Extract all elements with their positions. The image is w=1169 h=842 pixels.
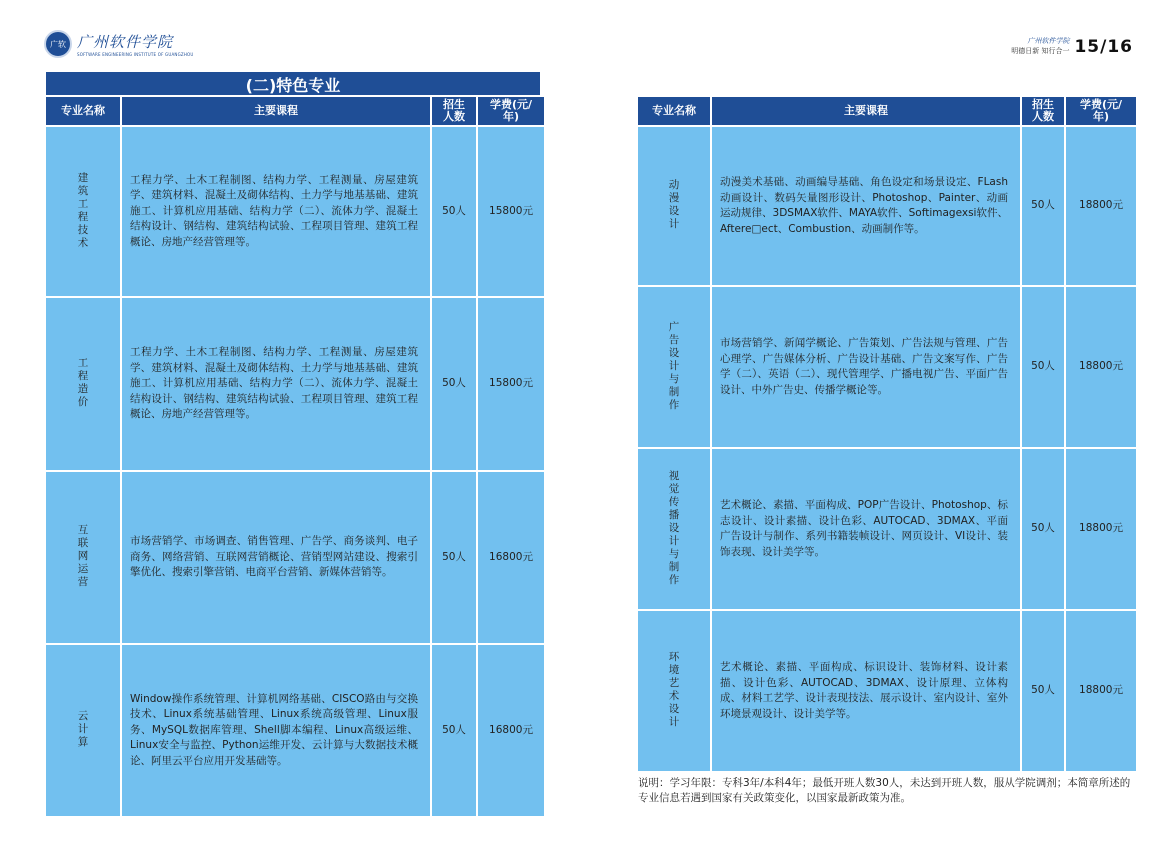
page-header-right [1011, 36, 1133, 56]
fee-cell: 18800元 [1066, 449, 1136, 609]
enroll-cell: 50人 [432, 298, 476, 470]
column-header-major: 专业名称 [46, 97, 120, 125]
table-row [638, 611, 1136, 771]
enroll-cell: 50人 [432, 645, 476, 816]
column-header-enroll: 招生人数 [432, 97, 476, 125]
courses-cell: 市场营销学、市场调查、销售管理、广告学、商务谈判、电子商务、网络营销、互联网营销概论、营销型网站建设、搜索引擎优化、搜索引擎营销、电商平台营销、新媒体营销等。 [122, 472, 430, 643]
enroll-cell: 50人 [432, 472, 476, 643]
column-header-fee: 学费(元/年) [1066, 97, 1136, 125]
major-name-cell: 视觉传播设计与制作 [638, 449, 710, 609]
fee-cell: 15800元 [478, 298, 544, 470]
right-major-table [636, 95, 1138, 773]
major-name-cell: 动漫设计 [638, 127, 710, 285]
column-header-major: 专业名称 [638, 97, 710, 125]
major-name-cell: 广告设计与制作 [638, 287, 710, 447]
table-row [46, 298, 544, 470]
header-school-name: 广州软件学院 [1027, 37, 1070, 45]
school-seal-icon: 广软 [44, 30, 72, 58]
enroll-cell: 50人 [1022, 611, 1064, 771]
table-row [46, 472, 544, 643]
school-logo [44, 30, 194, 58]
major-name-cell: 工程造价 [46, 298, 120, 470]
fee-cell: 18800元 [1066, 287, 1136, 447]
major-name-cell: 互联网运营 [46, 472, 120, 643]
major-name-cell: 云计算 [46, 645, 120, 816]
column-header-courses: 主要课程 [122, 97, 430, 125]
school-name-en: SOFTWARE ENGINEERING INSTITUTE OF GUANGZHOU [77, 52, 194, 57]
major-name-cell: 环境艺术设计 [638, 611, 710, 771]
column-header-courses: 主要课程 [712, 97, 1020, 125]
table-row [638, 127, 1136, 285]
fee-cell: 16800元 [478, 645, 544, 816]
courses-cell: 工程力学、土木工程制图、结构力学、工程测量、房屋建筑学、建筑材料、混凝土及砌体结构、土力学与地基基础、建筑施工、计算机应用基础、结构力学（二）、流体力学、混凝土结构设计、钢结构、建筑结构试验、工程项目管理、建筑工程概论、房地产经营管理等。 [122, 298, 430, 470]
left-major-table [44, 95, 546, 818]
courses-cell: 艺术概论、素描、平面构成、标识设计、装饰材料、设计素描、设计色彩、AUTOCAD、3DMAX、设计原理、立体构成、材料工艺学、设计表现技法、展示设计、室内设计、室外环境景观设计、设计美学等。 [712, 611, 1020, 771]
courses-cell: 动漫美术基础、动画编导基础、角色设定和场景设定、FLash动画设计、数码矢量图形设计、Photoshop、Painter、动画运动规律、3DSMAX软件、MAYA软件、Softimagexsi软件、Aftere□ect、Combustion、动画制作等。 [712, 127, 1020, 285]
table-row [46, 645, 544, 816]
courses-cell: Window操作系统管理、计算机网络基础、CISCO路由与交换技术、Linux系统基础管理、Linux系统高级管理、Linux服务、MySQL数据库管理、Shell脚本编程、Linux高级运维、Linux安全与监控、Python运维开发、云计算与大数据技术概论、阿里云平台应用开发基础等。 [122, 645, 430, 816]
major-name-cell: 建筑工程技术 [46, 127, 120, 296]
footnote: 说明：学习年限：专科3年/本科4年；最低开班人数30人，未达到开班人数，服从学院调剂；本简章所述的专业信息若遇到国家有关政策变化，以国家最新政策为准。 [638, 777, 1131, 804]
table-row [638, 449, 1136, 609]
courses-cell: 工程力学、土木工程制图、结构力学、工程测量、房屋建筑学、建筑材料、混凝土及砌体结构、土力学与地基基础、建筑施工、计算机应用基础、结构力学（二）、流体力学、混凝土结构设计、钢结构、建筑结构试验、工程项目管理、建筑工程概论、房地产经营管理等。 [122, 127, 430, 296]
enroll-cell: 50人 [1022, 287, 1064, 447]
header-motto: 明德日新 知行合一 [1011, 47, 1070, 55]
school-name: 广州软件学院 [77, 33, 174, 51]
enroll-cell: 50人 [1022, 127, 1064, 285]
table-row [638, 287, 1136, 447]
fee-cell: 18800元 [1066, 127, 1136, 285]
table-row [46, 127, 544, 296]
column-header-enroll: 招生人数 [1022, 97, 1064, 125]
column-header-fee: 学费(元/年) [478, 97, 544, 125]
page-number: 15/16 [1074, 37, 1133, 57]
courses-cell: 艺术概论、素描、平面构成、POP广告设计、Photoshop、标志设计、设计素描、设计色彩、AUTOCAD、3DMAX、平面广告设计与制作、系列书籍装帧设计、网页设计、VI设计、装饰表现、设计美学等。 [712, 449, 1020, 609]
fee-cell: 18800元 [1066, 611, 1136, 771]
section-title: (二)特色专业 [46, 72, 540, 97]
enroll-cell: 50人 [432, 127, 476, 296]
enroll-cell: 50人 [1022, 449, 1064, 609]
fee-cell: 15800元 [478, 127, 544, 296]
fee-cell: 16800元 [478, 472, 544, 643]
courses-cell: 市场营销学、新闻学概论、广告策划、广告法规与管理、广告心理学、广告媒体分析、广告设计基础、广告文案写作、广告学（二）、英语（二）、现代管理学、广播电视广告、平面广告设计、中外广告史、传播学概论等。 [712, 287, 1020, 447]
